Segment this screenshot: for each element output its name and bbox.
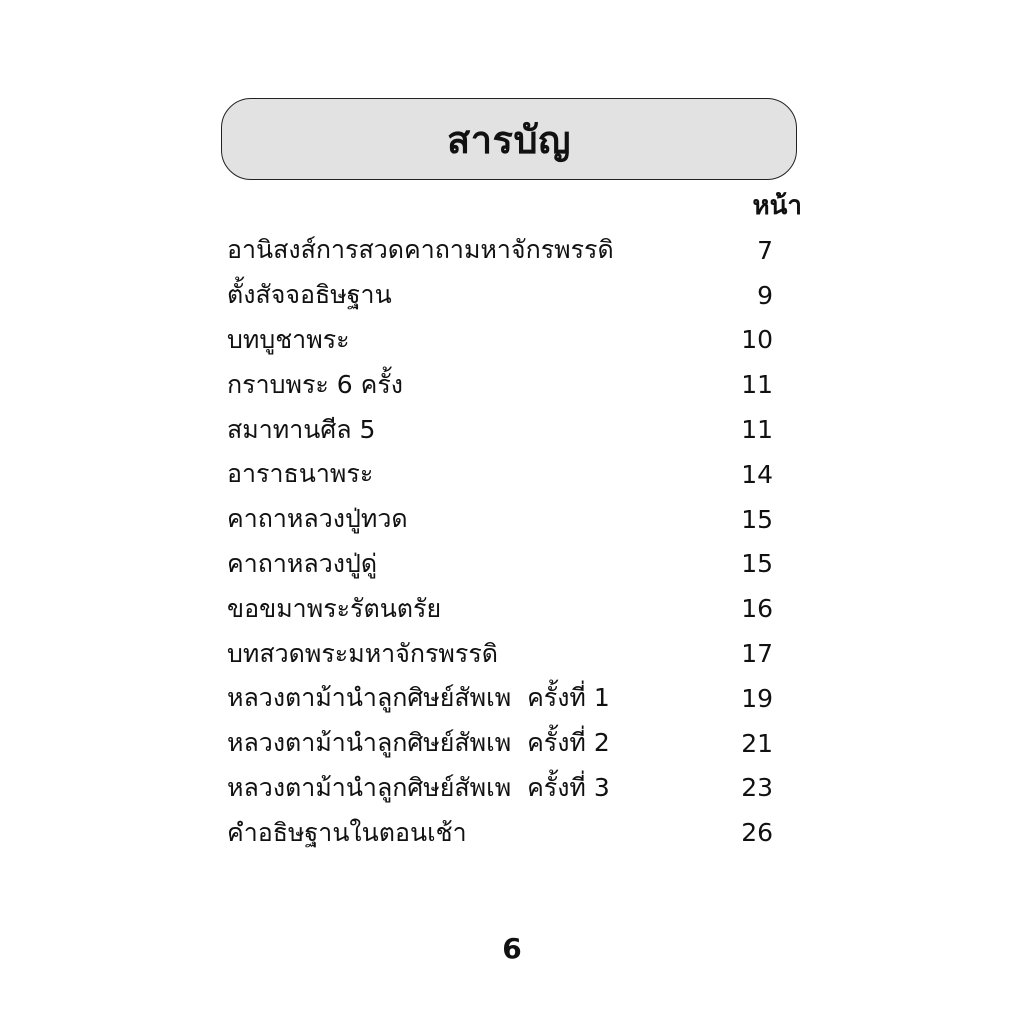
toc-entry — [227, 631, 777, 676]
toc-entry-title: ขอขมาพระรัตนตรัย — [227, 593, 442, 623]
table-of-contents — [227, 228, 777, 855]
toc-entry-title: กราบพระ 6 ครั้ง — [227, 369, 403, 399]
page-column-header: หน้า — [752, 191, 802, 221]
toc-entry-page: 16 — [741, 594, 773, 624]
toc-entry-page: 23 — [741, 773, 773, 803]
toc-entry — [227, 586, 777, 631]
toc-entry-title: อาราธนาพระ — [227, 459, 374, 489]
toc-entry-page: 11 — [741, 415, 773, 445]
toc-entry — [227, 407, 777, 452]
title-box — [221, 98, 797, 180]
toc-entry-page: 15 — [741, 549, 773, 579]
toc-entry — [227, 228, 777, 273]
toc-entry-page: 19 — [741, 683, 773, 713]
toc-entry-page: 14 — [741, 459, 773, 489]
toc-entry-title: คำอธิษฐานในตอนเช้า — [227, 817, 467, 847]
toc-entry-title: บทสวดพระมหาจักรพรรดิ — [227, 638, 498, 668]
toc-entry-page: 7 — [757, 235, 773, 265]
toc-entry — [227, 810, 777, 855]
toc-entry-title: หลวงตาม้านำลูกศิษย์สัพเพ ครั้งที่ 3 — [227, 772, 610, 802]
toc-entry-title: หลวงตาม้านำลูกศิษย์สัพเพ ครั้งที่ 1 — [227, 683, 610, 713]
toc-entry — [227, 676, 777, 721]
toc-entry-title: หลวงตาม้านำลูกศิษย์สัพเพ ครั้งที่ 2 — [227, 728, 610, 758]
toc-entry-title: คาถาหลวงปู่ทวด — [227, 504, 408, 534]
toc-entry — [227, 318, 777, 363]
toc-entry — [227, 721, 777, 766]
toc-entry-title: อานิสงส์การสวดคาถามหาจักรพรรดิ — [227, 235, 614, 265]
toc-entry — [227, 362, 777, 407]
toc-entry — [227, 452, 777, 497]
toc-entry-page: 15 — [741, 504, 773, 534]
toc-entry — [227, 273, 777, 318]
toc-entry-page: 21 — [741, 728, 773, 758]
toc-entry-title: ตั้งสัจจอธิษฐาน — [227, 280, 392, 310]
toc-entry-title: บทบูชาพระ — [227, 324, 350, 354]
toc-entry-title: สมาทานศีล 5 — [227, 414, 376, 444]
toc-entry — [227, 766, 777, 811]
page-number: 6 — [502, 932, 522, 965]
toc-entry — [227, 497, 777, 542]
toc-entry-page: 17 — [741, 639, 773, 669]
page-title: สารบัญ — [447, 117, 571, 162]
toc-entry-page: 10 — [741, 325, 773, 355]
toc-entry-title: คาถาหลวงปู่ดู่ — [227, 548, 378, 578]
toc-entry-page: 11 — [741, 370, 773, 400]
toc-entry-page: 26 — [741, 818, 773, 848]
toc-entry — [227, 542, 777, 587]
toc-entry-page: 9 — [757, 280, 773, 310]
